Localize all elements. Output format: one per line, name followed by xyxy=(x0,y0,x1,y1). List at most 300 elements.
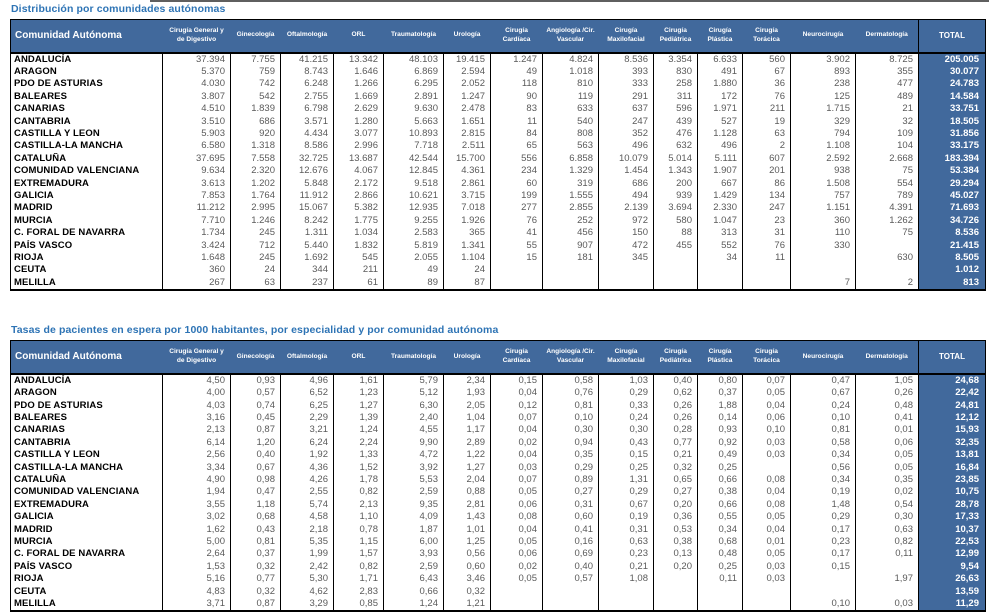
value-cell: 2,13 xyxy=(334,499,384,511)
value-cell: 1,04 xyxy=(444,412,491,424)
value-cell: 5,00 xyxy=(163,536,231,548)
value-cell: 580 xyxy=(654,215,698,227)
value-cell: 0,27 xyxy=(543,486,599,498)
value-cell: 24 xyxy=(231,264,281,276)
value-cell: 125 xyxy=(791,91,856,103)
value-cell: 2,29 xyxy=(281,412,334,424)
value-cell: 76 xyxy=(743,240,791,252)
value-cell: 0,07 xyxy=(743,374,791,387)
row-name-cell: BALEARES xyxy=(14,411,68,423)
value-cell: 596 xyxy=(654,103,698,115)
value-cell: 5.848 xyxy=(281,178,334,190)
total-cell: 11,29 xyxy=(919,598,986,611)
value-cell xyxy=(491,598,543,611)
value-cell: 2.866 xyxy=(334,190,384,202)
value-cell: 1,61 xyxy=(334,374,384,387)
total-cell: 24,68 xyxy=(919,374,986,387)
distribution-table xyxy=(10,19,986,291)
table-row xyxy=(11,103,986,115)
value-cell: 0,57 xyxy=(543,573,599,585)
row-name-cell: CATALUÑA xyxy=(14,152,67,164)
value-cell: 0,07 xyxy=(491,412,543,424)
row-name-cell: CATALUÑA xyxy=(14,473,67,485)
value-cell: 789 xyxy=(856,190,919,202)
row-name-cell: COMUNIDAD VALENCIANA xyxy=(14,165,140,177)
value-cell: 0,25 xyxy=(698,462,743,474)
value-cell xyxy=(791,586,856,598)
total-cell: 24.783 xyxy=(919,78,986,90)
distribution-table-title: Distribución por comunidades autónomas xyxy=(11,3,226,15)
value-cell: 76 xyxy=(743,91,791,103)
value-cell: 355 xyxy=(856,66,919,78)
value-cell: 0,32 xyxy=(231,586,281,598)
value-cell: 0,19 xyxy=(599,511,654,523)
value-cell: 545 xyxy=(334,252,384,264)
total-cell: 31.856 xyxy=(919,128,986,140)
value-cell: 11.912 xyxy=(281,190,334,202)
value-cell: 89 xyxy=(384,277,444,290)
value-cell: 2.995 xyxy=(231,202,281,214)
column-header: Cirugía General y de Digestivo xyxy=(163,341,231,374)
total-column-header: TOTAL xyxy=(919,341,986,374)
value-cell: 19.415 xyxy=(444,53,491,66)
total-cell: 29.294 xyxy=(919,178,986,190)
column-header: Cirugía Pediátrica xyxy=(654,20,698,53)
value-cell: 0,92 xyxy=(698,437,743,449)
value-cell: 345 xyxy=(599,252,654,264)
table-row xyxy=(11,240,986,252)
value-cell: 2.855 xyxy=(543,202,599,214)
value-cell: 2.330 xyxy=(698,202,743,214)
total-cell: 183.394 xyxy=(919,153,986,165)
value-cell: 7 xyxy=(791,277,856,290)
row-name-cell: CASTILLA-LA MANCHA xyxy=(14,140,124,152)
value-cell: 1,22 xyxy=(444,449,491,461)
row-name-cell: MADRID xyxy=(14,202,53,214)
value-cell: 1.764 xyxy=(231,190,281,202)
table-row xyxy=(11,536,986,548)
value-cell: 1.280 xyxy=(334,116,384,128)
distribution-section xyxy=(10,0,989,291)
value-cell: 360 xyxy=(163,264,231,276)
value-cell: 1,87 xyxy=(384,524,444,536)
value-cell: 5,35 xyxy=(281,536,334,548)
value-cell: 0,82 xyxy=(334,561,384,573)
value-cell: 4,83 xyxy=(163,586,231,598)
value-cell xyxy=(543,277,599,290)
value-cell: 84 xyxy=(491,128,543,140)
row-name-cell: CASTILLA Y LEON xyxy=(14,449,100,461)
value-cell: 0,26 xyxy=(654,400,698,412)
value-cell xyxy=(654,252,698,264)
value-cell: 0,98 xyxy=(231,474,281,486)
value-cell: 0,38 xyxy=(654,536,698,548)
row-name-cell: GALICIA xyxy=(14,189,54,201)
value-cell: 21 xyxy=(856,103,919,115)
value-cell: 5.903 xyxy=(163,128,231,140)
table-row xyxy=(11,116,986,128)
value-cell: 86 xyxy=(743,178,791,190)
total-cell: 18.505 xyxy=(919,116,986,128)
value-cell: 237 xyxy=(281,277,334,290)
value-cell: 2,59 xyxy=(384,561,444,573)
value-cell: 1.646 xyxy=(334,66,384,78)
value-cell: 319 xyxy=(543,178,599,190)
value-cell: 0,34 xyxy=(791,449,856,461)
value-cell: 245 xyxy=(231,227,281,239)
value-cell: 1,21 xyxy=(444,598,491,611)
value-cell xyxy=(491,586,543,598)
value-cell: 4,03 xyxy=(163,400,231,412)
value-cell: 2.055 xyxy=(384,252,444,264)
total-cell: 33.175 xyxy=(919,140,986,152)
value-cell: 439 xyxy=(654,116,698,128)
value-cell: 4,72 xyxy=(384,449,444,461)
total-cell: 10,75 xyxy=(919,486,986,498)
value-cell: 3.807 xyxy=(163,91,231,103)
value-cell: 3.510 xyxy=(163,116,231,128)
table-row xyxy=(11,140,986,152)
value-cell: 1,93 xyxy=(444,387,491,399)
value-cell: 1.648 xyxy=(163,252,231,264)
total-cell: 22,53 xyxy=(919,536,986,548)
value-cell: 0,06 xyxy=(491,548,543,560)
value-cell: 8.242 xyxy=(281,215,334,227)
value-cell: 6,00 xyxy=(384,536,444,548)
value-cell: 1,52 xyxy=(334,462,384,474)
value-cell: 0,78 xyxy=(334,524,384,536)
value-cell: 0,48 xyxy=(698,548,743,560)
value-cell xyxy=(791,573,856,585)
column-header: Cirugía Maxilofacial xyxy=(599,341,654,374)
row-header: Comunidad Autónoma xyxy=(11,341,163,374)
value-cell: 9.255 xyxy=(384,215,444,227)
value-cell: 0,25 xyxy=(599,462,654,474)
value-cell: 252 xyxy=(543,215,599,227)
window-top-edge xyxy=(150,0,989,2)
table-row xyxy=(11,252,986,264)
table-row xyxy=(11,511,986,523)
value-cell: 365 xyxy=(444,227,491,239)
row-name-cell: PAÍS VASCO xyxy=(14,239,73,251)
value-cell: 1.018 xyxy=(543,66,599,78)
value-cell: 808 xyxy=(543,128,599,140)
table-row xyxy=(11,474,986,486)
value-cell: 4.391 xyxy=(856,202,919,214)
value-cell: 0,04 xyxy=(491,524,543,536)
value-cell: 3,29 xyxy=(281,598,334,611)
value-cell: 0,88 xyxy=(444,486,491,498)
column-header: Cirugía Plástica xyxy=(698,20,743,53)
table-row xyxy=(11,53,986,66)
value-cell: 0,05 xyxy=(856,462,919,474)
value-cell: 3.715 xyxy=(444,190,491,202)
value-cell: 0,24 xyxy=(791,400,856,412)
value-cell: 0,67 xyxy=(599,499,654,511)
value-cell: 0,82 xyxy=(856,536,919,548)
value-cell: 13.687 xyxy=(334,153,384,165)
value-cell: 247 xyxy=(743,202,791,214)
value-cell: 0,07 xyxy=(491,474,543,486)
value-cell: 4,58 xyxy=(281,511,334,523)
value-cell: 4,00 xyxy=(163,387,231,399)
value-cell: 15 xyxy=(491,252,543,264)
value-cell: 0,55 xyxy=(698,511,743,523)
value-cell: 1.108 xyxy=(791,140,856,152)
value-cell: 1,01 xyxy=(444,524,491,536)
value-cell: 0,37 xyxy=(231,548,281,560)
value-cell: 0,43 xyxy=(231,524,281,536)
table-row xyxy=(11,524,986,536)
value-cell: 3,46 xyxy=(444,573,491,585)
value-cell: 0,66 xyxy=(384,586,444,598)
value-cell: 1,27 xyxy=(444,462,491,474)
rates-section xyxy=(10,321,989,612)
value-cell xyxy=(543,264,599,276)
row-name-cell: EXTREMADURA xyxy=(14,177,89,189)
column-header: Cirugía Maxilofacial xyxy=(599,20,654,53)
value-cell: 15.700 xyxy=(444,153,491,165)
row-name-cell: BALEARES xyxy=(14,90,68,102)
value-cell: 4.067 xyxy=(334,165,384,177)
row-name-cell: MADRID xyxy=(14,523,53,535)
value-cell: 0,93 xyxy=(698,424,743,436)
total-cell: 1.012 xyxy=(919,264,986,276)
value-cell: 0,74 xyxy=(231,400,281,412)
value-cell: 0,03 xyxy=(743,449,791,461)
value-cell xyxy=(491,264,543,276)
total-cell: 12,99 xyxy=(919,548,986,560)
value-cell: 5,53 xyxy=(384,474,444,486)
value-cell xyxy=(856,586,919,598)
value-cell: 11 xyxy=(743,252,791,264)
total-cell: 34.726 xyxy=(919,215,986,227)
value-cell: 759 xyxy=(231,66,281,78)
value-cell: 48.103 xyxy=(384,53,444,66)
value-cell: 0,35 xyxy=(543,449,599,461)
value-cell: 1.692 xyxy=(281,252,334,264)
value-cell: 0,12 xyxy=(491,400,543,412)
value-cell: 1,97 xyxy=(856,573,919,585)
value-cell: 88 xyxy=(654,227,698,239)
value-cell: 311 xyxy=(654,91,698,103)
value-cell: 2,64 xyxy=(163,548,231,560)
value-cell: 0,05 xyxy=(856,449,919,461)
value-cell: 4,62 xyxy=(281,586,334,598)
value-cell: 1.202 xyxy=(231,178,281,190)
value-cell: 277 xyxy=(491,202,543,214)
value-cell: 4.510 xyxy=(163,103,231,115)
column-header: Oftalmología xyxy=(281,341,334,374)
value-cell: 247 xyxy=(599,116,654,128)
value-cell: 1.669 xyxy=(334,91,384,103)
value-cell: 36 xyxy=(743,78,791,90)
row-name-cell: RIOJA xyxy=(14,252,44,263)
value-cell xyxy=(543,586,599,598)
value-cell: 0,60 xyxy=(543,511,599,523)
value-cell: 476 xyxy=(654,128,698,140)
value-cell: 0,29 xyxy=(543,462,599,474)
row-name-cell: CANTABRIA xyxy=(14,115,71,127)
value-cell: 0,04 xyxy=(491,424,543,436)
row-name-cell: MELILLA xyxy=(14,276,56,288)
value-cell xyxy=(599,598,654,611)
value-cell: 7.755 xyxy=(231,53,281,66)
value-cell: 12.935 xyxy=(384,202,444,214)
total-cell: 13,81 xyxy=(919,449,986,461)
value-cell: 1,17 xyxy=(444,424,491,436)
rates-table-title: Tasas de pacientes en espera por 1000 habitantes, por especialidad y por comunidad autónoma xyxy=(11,324,499,337)
row-header: Comunidad Autónoma xyxy=(11,20,163,53)
value-cell: 0,19 xyxy=(791,486,856,498)
value-cell: 2.052 xyxy=(444,78,491,90)
value-cell: 4,09 xyxy=(384,511,444,523)
total-cell: 53.384 xyxy=(919,165,986,177)
value-cell: 32.725 xyxy=(281,153,334,165)
column-header: Dermatología xyxy=(856,341,919,374)
value-cell: 0,05 xyxy=(491,573,543,585)
value-cell: 0,04 xyxy=(743,486,791,498)
total-cell: 8.536 xyxy=(919,227,986,239)
value-cell: 1,71 xyxy=(334,573,384,585)
value-cell: 2,55 xyxy=(281,486,334,498)
value-cell: 1.926 xyxy=(444,215,491,227)
value-cell: 393 xyxy=(599,66,654,78)
value-cell: 2.320 xyxy=(231,165,281,177)
value-cell: 1.429 xyxy=(698,190,743,202)
value-cell: 1,25 xyxy=(444,536,491,548)
value-cell: 4,55 xyxy=(384,424,444,436)
value-cell: 87 xyxy=(444,277,491,290)
value-cell: 686 xyxy=(599,178,654,190)
value-cell: 0,93 xyxy=(231,374,281,387)
value-cell: 0,40 xyxy=(543,561,599,573)
value-cell: 0,05 xyxy=(743,387,791,399)
value-cell: 34 xyxy=(698,252,743,264)
value-cell: 496 xyxy=(698,140,743,152)
value-cell: 6.798 xyxy=(281,103,334,115)
column-header: Angiología /Cir. Vascular xyxy=(543,20,599,53)
value-cell: 560 xyxy=(743,53,791,66)
value-cell: 0,58 xyxy=(791,437,856,449)
value-cell: 0,56 xyxy=(444,548,491,560)
value-cell: 2,04 xyxy=(444,474,491,486)
total-cell: 32,35 xyxy=(919,437,986,449)
row-name-cell: CASTILLA Y LEON xyxy=(14,127,100,139)
value-cell: 6.858 xyxy=(543,153,599,165)
value-cell xyxy=(698,598,743,611)
value-cell xyxy=(654,277,698,290)
value-cell: 49 xyxy=(491,66,543,78)
value-cell: 1,31 xyxy=(599,474,654,486)
value-cell xyxy=(743,277,791,290)
value-cell: 0,03 xyxy=(491,462,543,474)
value-cell: 1,43 xyxy=(444,511,491,523)
value-cell: 6.248 xyxy=(281,78,334,90)
value-cell: 0,81 xyxy=(791,424,856,436)
value-cell: 0,31 xyxy=(599,524,654,536)
value-cell: 5.440 xyxy=(281,240,334,252)
value-cell: 90 xyxy=(491,91,543,103)
value-cell: 0,94 xyxy=(543,437,599,449)
total-cell: 71.693 xyxy=(919,202,986,214)
value-cell: 3.424 xyxy=(163,240,231,252)
table-row xyxy=(11,499,986,511)
value-cell: 1,05 xyxy=(856,374,919,387)
value-cell: 4,26 xyxy=(281,474,334,486)
value-cell: 0,10 xyxy=(743,424,791,436)
value-cell: 0,47 xyxy=(791,374,856,387)
value-cell: 0,58 xyxy=(543,374,599,387)
value-cell: 49 xyxy=(384,264,444,276)
value-cell: 0,02 xyxy=(491,561,543,573)
table-row xyxy=(11,437,986,449)
table-row xyxy=(11,387,986,399)
value-cell: 455 xyxy=(654,240,698,252)
value-cell: 83 xyxy=(491,103,543,115)
total-cell: 14.584 xyxy=(919,91,986,103)
value-cell: 5.111 xyxy=(698,153,743,165)
total-cell: 23,85 xyxy=(919,474,986,486)
value-cell: 1.151 xyxy=(791,202,856,214)
value-cell: 0,29 xyxy=(599,486,654,498)
value-cell: 607 xyxy=(743,153,791,165)
value-cell: 333 xyxy=(599,78,654,90)
value-cell: 2.861 xyxy=(444,178,491,190)
value-cell: 1.341 xyxy=(444,240,491,252)
value-cell: 10.621 xyxy=(384,190,444,202)
value-cell: 0,63 xyxy=(856,524,919,536)
value-cell: 6,52 xyxy=(281,387,334,399)
value-cell: 200 xyxy=(654,178,698,190)
total-cell: 205.005 xyxy=(919,53,986,66)
value-cell xyxy=(743,462,791,474)
column-header: Cirugía Pediátrica xyxy=(654,341,698,374)
value-cell: 0,34 xyxy=(698,524,743,536)
value-cell: 31 xyxy=(743,227,791,239)
value-cell: 686 xyxy=(231,116,281,128)
value-cell: 150 xyxy=(599,227,654,239)
value-cell: 9,35 xyxy=(384,499,444,511)
table-row xyxy=(11,374,986,387)
value-cell xyxy=(654,264,698,276)
value-cell: 554 xyxy=(856,178,919,190)
value-cell: 37.695 xyxy=(163,153,231,165)
value-cell: 8.725 xyxy=(856,53,919,66)
value-cell: 1.715 xyxy=(791,103,856,115)
table-row xyxy=(11,598,986,611)
value-cell: 0,66 xyxy=(698,474,743,486)
value-cell: 0,04 xyxy=(743,400,791,412)
value-cell: 0,40 xyxy=(654,374,698,387)
value-cell: 1.034 xyxy=(334,227,384,239)
value-cell: 1,92 xyxy=(281,449,334,461)
value-cell xyxy=(698,277,743,290)
value-cell: 6,43 xyxy=(384,573,444,585)
table-row xyxy=(11,178,986,190)
row-name-cell: ANDALUCÍA xyxy=(14,374,72,386)
value-cell: 1.907 xyxy=(698,165,743,177)
total-column-header: TOTAL xyxy=(919,20,986,53)
table-row xyxy=(11,66,986,78)
value-cell: 6.869 xyxy=(384,66,444,78)
value-cell: 2.755 xyxy=(281,91,334,103)
value-cell: 42.544 xyxy=(384,153,444,165)
value-cell: 0,06 xyxy=(856,437,919,449)
row-name-cell: RIOJA xyxy=(14,573,44,585)
value-cell: 0,89 xyxy=(543,474,599,486)
value-cell: 0,10 xyxy=(791,412,856,424)
